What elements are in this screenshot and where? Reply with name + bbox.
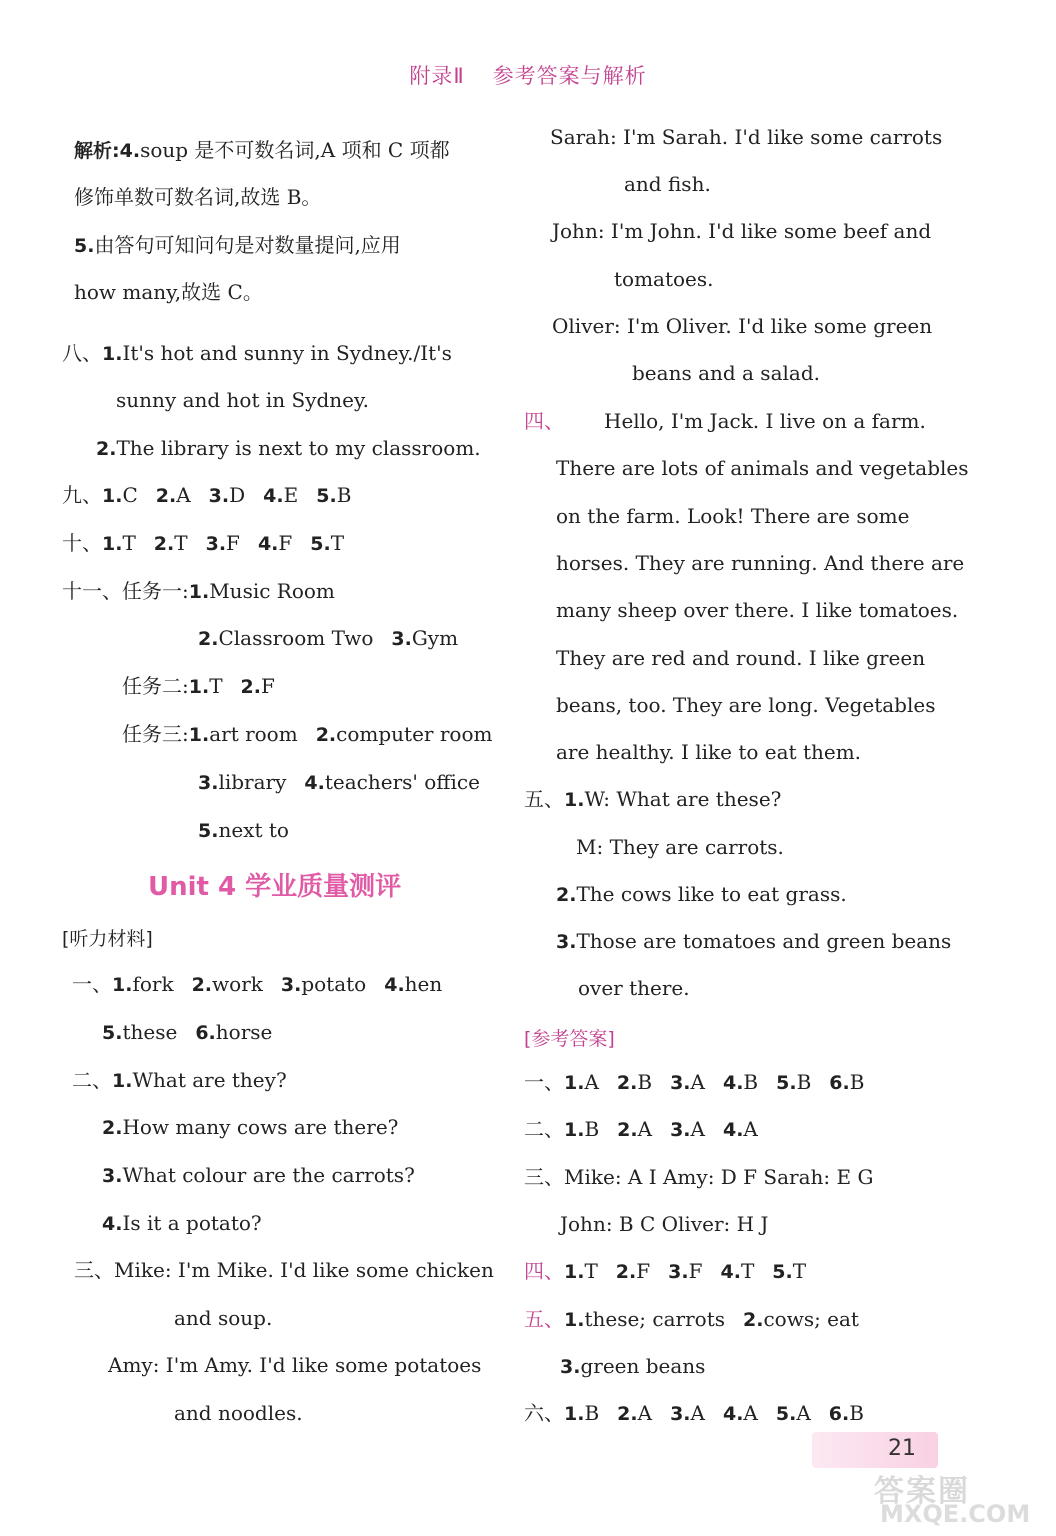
- section-8-item-1: 八、1.It's hot and sunny in Sydney./It's: [62, 341, 452, 365]
- answers-5: 五、1.these; carrots 2.cows; eat: [524, 1307, 859, 1331]
- listening-5-item-3-cont: over there.: [578, 976, 690, 1000]
- analysis-5-line1: 5.由答句可知问句是对数量提问,应用: [74, 233, 401, 257]
- listening-2-item-4: 4.Is it a potato?: [102, 1211, 262, 1235]
- listening-3-john-cont: tomatoes.: [614, 267, 714, 291]
- listening-4-line: They are red and round. I like green: [556, 646, 926, 670]
- answers-3: 三、Mike: A I Amy: D F Sarah: E G: [524, 1165, 874, 1189]
- section-11-task3: 任务三:1.art room 2.computer room: [122, 722, 493, 746]
- listening-3-sarah: Sarah: I'm Sarah. I'd like some carrots: [550, 125, 943, 149]
- section-11-task3-cont2: 5.next to: [198, 818, 289, 842]
- section-9-answers: 九、1.C 2.A 3.D 4.E 5.B: [62, 483, 352, 507]
- header-title: 参考答案与解析: [492, 64, 647, 88]
- answers-label: [参考答案]: [524, 1028, 615, 1050]
- section-11-task2: 任务二:1.T 2.F: [122, 674, 275, 698]
- answers-4: 四、1.T 2.F 3.F 4.T 5.T: [524, 1259, 807, 1283]
- listening-4-line: many sheep over there. I like tomatoes.: [556, 598, 959, 622]
- unit-title: Unit 4 学业质量测评: [148, 872, 402, 902]
- section-8-item-1-cont: sunny and hot in Sydney.: [116, 388, 369, 412]
- listening-3-oliver-cont: beans and a salad.: [632, 361, 820, 385]
- answers-1: 一、1.A 2.B 3.A 4.B 5.B 6.B: [524, 1070, 865, 1094]
- listening-4-line: horses. They are running. And there are: [556, 551, 965, 575]
- listening-2-item-1: 二、1.What are they?: [72, 1068, 287, 1092]
- section-11-task3-cont: 3.library 4.teachers' office: [198, 770, 480, 794]
- analysis-5-line2: how many,故选 C。: [74, 280, 263, 304]
- listening-5-item-3: 3.Those are tomatoes and green beans: [556, 929, 952, 953]
- listening-3-mike-cont: and soup.: [174, 1306, 273, 1330]
- section-10-answers: 十、1.T 2.T 3.F 4.F 5.T: [62, 531, 345, 555]
- listening-3-mike: 三、Mike: I'm Mike. I'd like some chicken: [74, 1258, 494, 1282]
- listening-3-john: John: I'm John. I'd like some beef and: [552, 219, 932, 243]
- listening-4-line: beans, too. They are long. Vegetables: [556, 693, 936, 717]
- listening-4-label: 四、: [524, 409, 564, 433]
- appendix-label: 附录Ⅱ: [409, 64, 465, 88]
- watermark-logo: 答案圈: [874, 1474, 970, 1509]
- listening-3-oliver: Oliver: I'm Oliver. I'd like some green: [552, 314, 933, 338]
- page-number-decoration: [812, 1432, 938, 1468]
- answers-3-cont: John: B C Oliver: H J: [560, 1212, 769, 1236]
- section-11-task1-cont: 2.Classroom Two 3.Gym: [198, 626, 459, 650]
- listening-1: 一、1.fork 2.work 3.potato 4.hen: [72, 972, 443, 996]
- listening-4-line: on the farm. Look! There are some: [556, 504, 910, 528]
- listening-label: [听力材料]: [62, 928, 153, 950]
- page-number: 21: [888, 1436, 916, 1461]
- listening-3-sarah-cont: and fish.: [624, 172, 711, 196]
- analysis-4-line1: 解析:4.soup 是不可数名词,A 项和 C 项都: [74, 138, 450, 162]
- watermark-url: MXQE.COM: [880, 1500, 1031, 1528]
- listening-2-item-2: 2.How many cows are there?: [102, 1115, 399, 1139]
- listening-4-line: Hello, I'm Jack. I live on a farm.: [604, 409, 926, 433]
- listening-1-cont: 5.these 6.horse: [102, 1020, 273, 1044]
- answers-5-cont: 3.green beans: [560, 1354, 706, 1378]
- listening-4-line: are healthy. I like to eat them.: [556, 740, 862, 764]
- section-8-item-2: 2.The library is next to my classroom.: [96, 436, 481, 460]
- analysis-4-line2: 修饰单数可数名词,故选 B。: [74, 185, 322, 209]
- answers-6: 六、1.B 2.A 3.A 4.A 5.A 6.B: [524, 1401, 864, 1425]
- section-11-task1: 十一、任务一:1.Music Room: [62, 579, 335, 603]
- listening-5-item-2: 2.The cows like to eat grass.: [556, 882, 847, 906]
- page-header: [0, 60, 1056, 90]
- listening-3-amy: Amy: I'm Amy. I'd like some potatoes: [108, 1353, 482, 1377]
- listening-5-item-1: 五、1.W: What are these?: [524, 787, 782, 811]
- listening-5-item-1-reply: M: They are carrots.: [576, 835, 784, 859]
- listening-4-line: There are lots of animals and vegetables: [556, 456, 969, 480]
- listening-2-item-3: 3.What colour are the carrots?: [102, 1163, 415, 1187]
- listening-3-amy-cont: and noodles.: [174, 1401, 303, 1425]
- answers-2: 二、1.B 2.A 3.A 4.A: [524, 1117, 758, 1141]
